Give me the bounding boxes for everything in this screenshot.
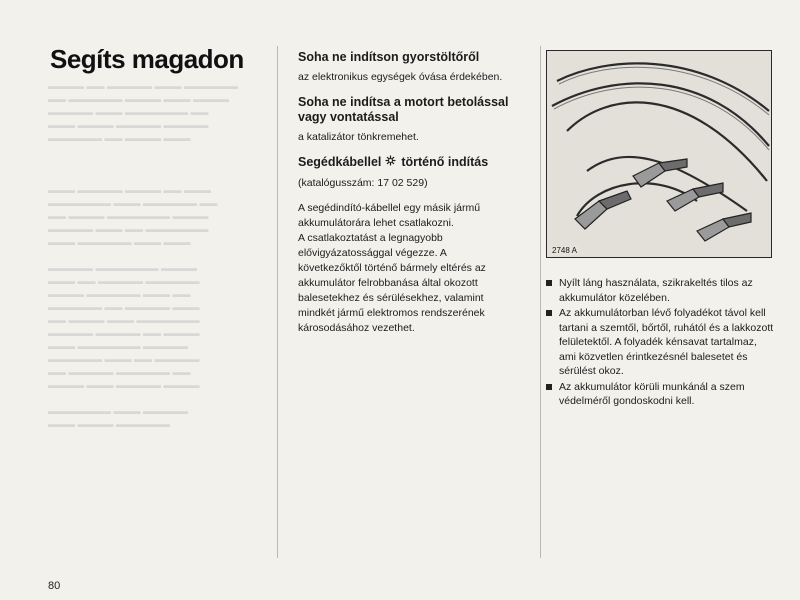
catalog-number: (katalógusszám: 17 02 529) [298, 177, 428, 189]
bullet-text: Nyílt láng használata, szikrakeltés tilos az akkumulátor közelében. [559, 277, 753, 304]
bullet-text: Az akkumulátorban lévő folyadékot távol kell tartani a szemtől, bőrtől, ruhától és a lakkozott felületektől. A folyadék kénsavat tartalmaz, ami közvetlen érintkezésnél balesetet és sérülést okoz. [559, 307, 774, 377]
jumper-cable-illustration [547, 51, 771, 257]
page-number: 80 [48, 580, 61, 592]
body-line: elővigyázatossággal végezze. A [298, 247, 447, 259]
body-line: következőktől történő bármely eltérés az [298, 262, 486, 274]
bullet-text: Az akkumulátor körüli munkánál a szem védelméről gondoskodni kell. [559, 380, 745, 407]
page-title: Segíts magadon [50, 44, 244, 74]
heading-jump-cable-part1: Segédkábellel [298, 155, 382, 169]
jump-cable-body [298, 201, 538, 336]
body-line: károsodásához vezethet. [298, 322, 415, 334]
heading-fast-charger: Soha ne indítson gyorstöltőről [298, 50, 480, 64]
text-fast-charger: az elektronikus egységek óvása érdekében. [298, 71, 503, 83]
body-line: balesetekhez és sérülésekhez, valamint [298, 292, 484, 304]
list-item [546, 276, 774, 305]
body-line: mindkét jármű elektromos rendszerének [298, 307, 485, 319]
square-bullet-icon [546, 384, 552, 390]
sun-symbol-icon [385, 155, 398, 170]
jumper-cable-photo [546, 50, 772, 258]
body-line: akkumulátorára lehet csatlakozni. [298, 217, 454, 229]
safety-bullet-list [546, 276, 774, 410]
column-divider-left [277, 46, 278, 558]
column-divider-right [540, 46, 541, 558]
list-item [546, 380, 774, 409]
square-bullet-icon [546, 280, 552, 286]
show-through-text-decoration: ▬▬▬▬ ▬▬ ▬▬▬▬▬ ▬▬▬ ▬▬▬▬▬▬ ▬▬ ▬▬▬▬▬▬ ▬▬▬▬ ▬▬▬ ▬▬▬▬ ▬▬▬▬▬ ▬▬▬ ▬▬▬▬▬▬▬ ▬▬ ▬▬▬ ▬▬▬▬ ▬▬▬▬▬ ▬▬▬▬▬ ▬▬▬▬▬▬ ▬▬ ▬▬▬▬ ▬▬▬ ▬▬▬ ▬▬▬▬▬ ▬▬▬▬ ▬▬ ▬▬▬ ▬▬▬▬▬▬▬ ▬▬▬ ▬▬▬▬▬▬ ▬▬ ▬▬ ▬▬▬▬ ▬▬▬▬▬▬▬ ▬▬▬▬ ▬▬▬▬▬ ▬▬▬ ▬▬ ▬▬▬▬▬▬▬ ▬▬▬ ▬▬▬▬▬▬ ▬▬▬ ▬▬▬ ▬▬▬▬▬ ▬▬▬▬▬▬▬ ▬▬▬▬ ▬▬▬ ▬▬ ▬▬▬▬▬ ▬▬▬▬▬▬ ▬▬▬▬ ▬▬▬▬▬▬ ▬▬▬ ▬▬ ▬▬▬▬▬▬ ▬▬ ▬▬▬▬▬ ▬▬▬ ▬▬ ▬▬▬▬ ▬▬▬ ▬▬▬▬▬▬▬ ▬▬▬▬▬ ▬▬▬▬▬ ▬▬ ▬▬▬▬ ▬▬▬ ▬▬▬▬▬▬▬ ▬▬▬▬▬ ▬▬▬▬▬▬ ▬▬▬ ▬▬ ▬▬▬▬▬ ▬▬ ▬▬▬▬▬ ▬▬▬▬▬▬ ▬▬ ▬▬▬▬ ▬▬▬ ▬▬▬▬▬ ▬▬▬▬ ▬▬▬▬▬▬▬ ▬▬▬ ▬▬▬▬▬ ▬▬▬ ▬▬▬▬ ▬▬▬▬▬▬ [48, 81, 239, 429]
heading-jump-cable-part2: történő indítás [401, 155, 489, 169]
body-line: A segédindító-kábellel egy másik jármű [298, 202, 481, 214]
body-line: A csatlakoztatást a legnagyobb [298, 232, 443, 244]
figure-number: 2748 A [552, 246, 577, 255]
heading-jump-cable [298, 155, 538, 170]
square-bullet-icon [546, 310, 552, 316]
text-tow-start: a katalizátor tönkremehet. [298, 131, 419, 143]
list-item [546, 306, 774, 379]
body-line: akkumulátor felrobbanása által okozott [298, 277, 478, 289]
middle-column [298, 50, 538, 346]
heading-tow-start: Soha ne indítsa a motort betolással vagy vontatással [298, 95, 509, 124]
